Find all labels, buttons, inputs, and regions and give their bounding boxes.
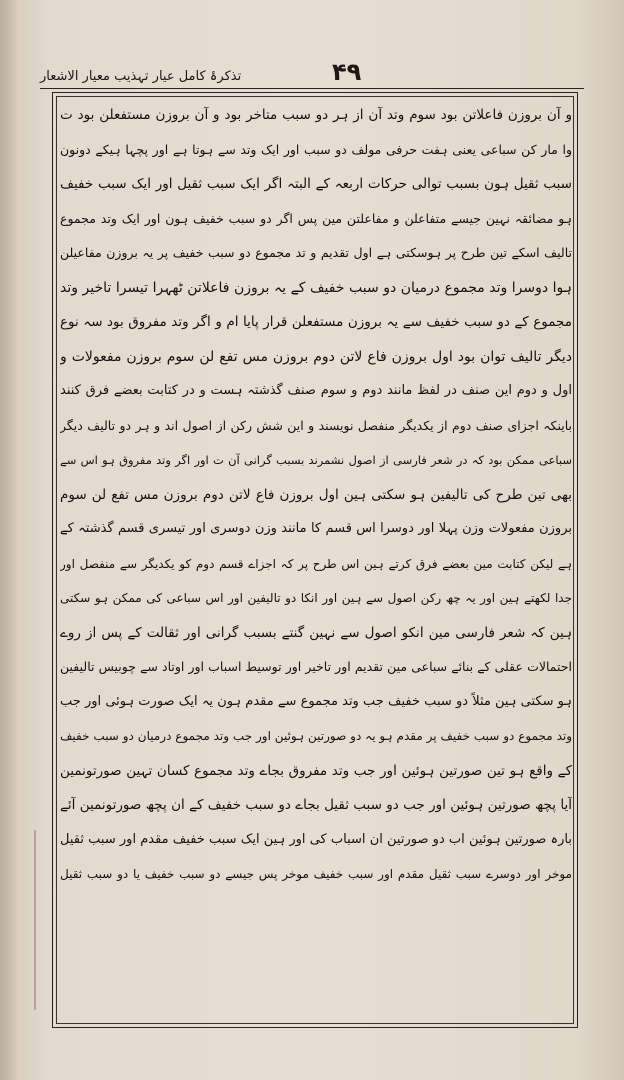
text-line: و آن بروزن فاعلاتن بود سوم وتد آن از ہر دو سبب متاخر بود و آن بروزن مستفعلن بود ت [60,107,572,123]
text-line: ہے لیکن کتابت مین بعضے فرق کرتے ہین اس طرح پر کہ اجزاے قسم دوم کو یکدیگر سے منفصل اور [60,556,572,571]
text-line: ہین کہ شعر فارسی مین انکو اصول سے نہین گنتے بسبب گرانی اور ثقالت کے پس از روے [60,624,572,641]
text-line: ہوا دوسرا وتد مجموع درمیان دو سبب خفیف کے یہ بروزن فاعلاتن ٹھہرا تیسرا تاخیر وتد [60,279,572,296]
text-line: بارہ صورتین ہوئین اب دو صورتین ان اسباب کی اور ہین ایک سبب خفیف مقدم اور سبب ثقیل [60,831,572,847]
text-line: سباعی ممکن بود کہ در شعر فارسی از اصول نشمرند بسبب گرانی آن ت اور اگر وتد مفروق ہو اس سے [60,453,572,467]
text-line: وتد مجموع دو سبب خفیف پر مقدم ہو یہ دو صورتین ہوئین اور جب وتد مجموع درمیان دو سبب خفیف [60,729,572,743]
text-line: وا مار کن سباعی یعنی ہفت حرفی مولف دو سبب اور ایک وتد سے ہوتا ہے اور پچہا ہیکے دونون [60,141,572,157]
text-line: بھی تین طرح کی تالیفین ہو سکتی ہین اول بروزن فاع لاتن دوم بروزن مس تفع لن سوم [60,486,572,503]
book-spine-shadow [0,0,18,1080]
page-header [40,52,584,89]
text-line: ہو مضائقہ نہین جیسے متفاعلن و مفاعلتن مین پس اگر دو سبب خفیف ہون اور ایک وتد مجموع [60,210,572,226]
text-line: بروزن مفعولات وزن پہلا اور دوسرا اس قسم کا مانند وزن دوسری اور تیسری قسم گذشتہ کے [60,521,572,536]
text-line: موخر اور دوسرے سبب ثقیل مقدم اور سبب خفیف موخر پس جیسے دو سبب خفیف یا دو سبب ثقیل [60,867,572,881]
text-line: آیا پچھ صورتین ہوئین اور جب دو سبب ثقیل بجاے دو سبب خفیف کے ان پچھ صورتونمین آئے [60,797,572,813]
text-line: کے واقع ہو تین صورتین ہوئین اور جب وتد مفروق بجاے وتد مجموع کسان تہین صورتونمین [60,762,572,779]
text-line: اول و دوم این صنف در لفظ مانند دوم و سوم صنف گذشتہ ہست و در کتابت بعضے فرق کنند [60,383,572,398]
text-line: دیگر تالیف توان بود اول بروزن فاع لاتن دوم بروزن مس تفع لن سوم بروزن مفعولات و [60,348,572,365]
text-line: ہو سکتی ہین مثلاً دو سبب خفیف جب وتد مجموع سے مقدم ہون یہ ایک صورت ہوئی اور جب [60,693,572,709]
text-line: سبب ثقیل ہون بسبب توالی حرکات اربعہ کے البتہ اگر ایک سبب ثقیل اور ایک سبب خفیف [60,176,572,192]
text-line: جدا لکھتے ہین اور یہ چھ رکن اصول سے ہین اور انکا دو تالیفین اور اس سباعی کی ممکن ہو سکتی [60,591,572,605]
running-title: تذکرۂ کامل عیار تہذیب معیار الاشعار [40,69,242,84]
text-line: تالیف اسکے تین طرح پر ہوسکتی ہے اول تقدیم و تد مجموع دو سبب خفیف پر یہ بروزن مفاعیلن [60,245,572,260]
text-line: احتمالات عقلی کے بنائے سباعی مین تقدیم اور تاخیر اور توسیط اسباب اور اوتاد سے چوبیس تالیفین [60,659,572,674]
margin-pencil-mark [34,830,36,1010]
text-line: مجموع کے دو سبب خفیف سے یہ بروزن مستفعلن قرار پایا ام و اگر وتد مفروق بود سہ نوع [60,314,572,330]
body-text [60,98,572,1024]
page-number: ۴۹ [332,58,362,86]
text-line: باینکہ اجزای صنف دوم از یکدیگر منفصل نویسند و این شش رکن از اصول اند و ہر دو تالیف دیگر [60,417,572,433]
